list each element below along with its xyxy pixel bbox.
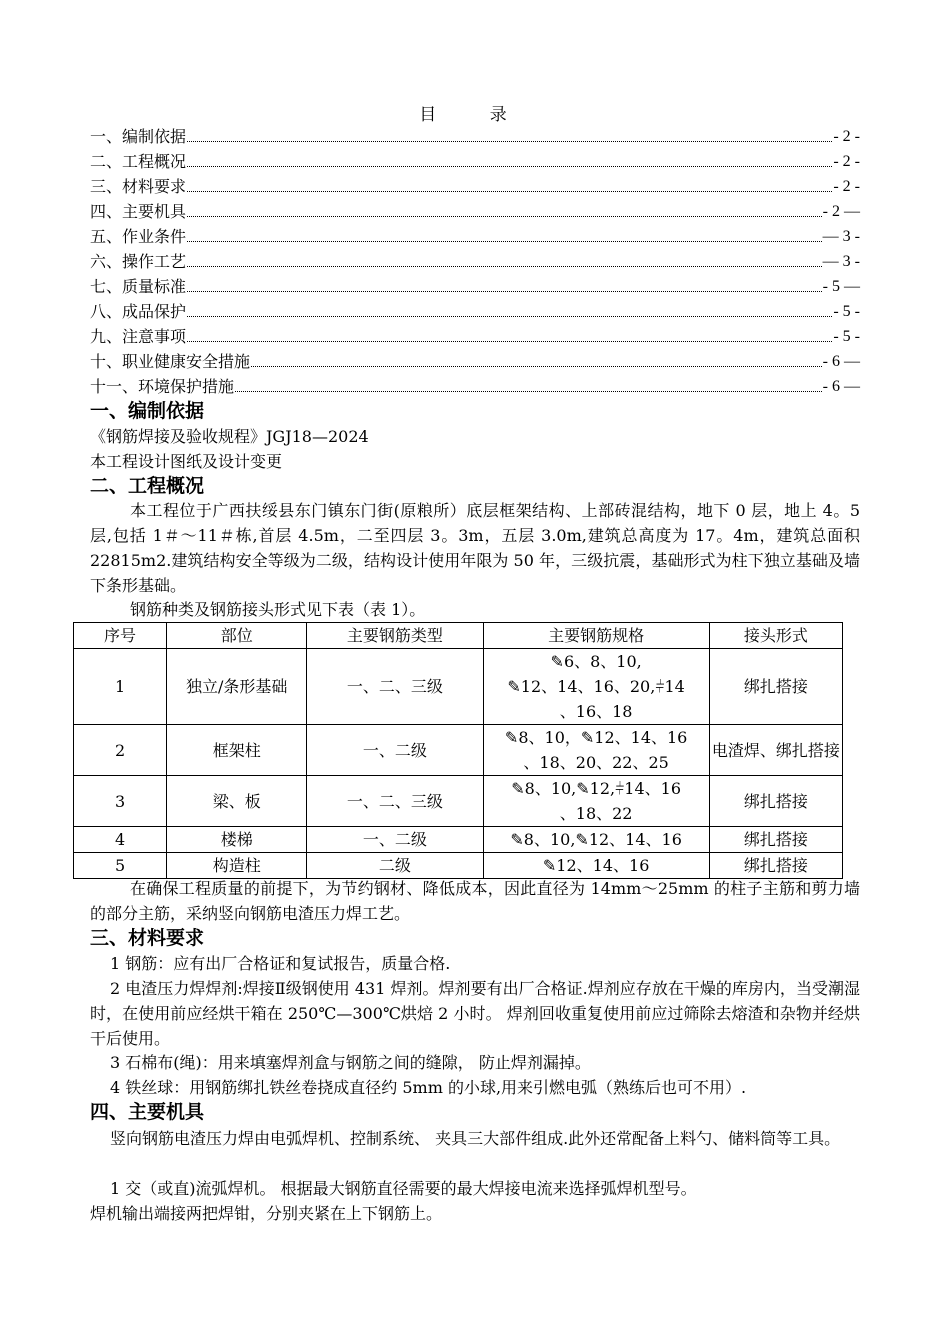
toc-label: 五、作业条件 — [90, 227, 187, 246]
table-header: 主要钢筋规格 — [483, 623, 709, 649]
cell-joint: 绑扎搭接 — [709, 776, 842, 827]
cell-part: 楼梯 — [167, 827, 307, 853]
toc-leader — [187, 216, 822, 217]
cell-joint: 绑扎搭接 — [709, 649, 842, 725]
spec-line: ✎12、14、16 — [542, 856, 650, 875]
toc-item[interactable] — [90, 174, 860, 199]
toc-label: 七、质量标准 — [90, 277, 187, 296]
toc-label: 二、工程概况 — [90, 152, 187, 171]
cell-joint: 绑扎搭接 — [709, 827, 842, 853]
toc-page: — 3 - — [822, 253, 860, 270]
process-paragraph: 在确保工程质量的前提下，为节约钢材、降低成本，因此直径为 14mm～25mm 的柱子主筋和剪力墙的部分主筋，采纳竖向钢筋电渣压力焊工艺。 — [90, 879, 860, 923]
toc-leader — [187, 241, 822, 242]
material-item: 1 钢筋：应有出厂合格证和复试报告，质量合格. — [110, 954, 451, 973]
reference-line: 《钢筋焊接及验收规程》JGJ18—2024 — [90, 427, 369, 446]
rebar-spec-table — [73, 622, 843, 879]
toc-item[interactable] — [90, 349, 860, 374]
toc-page: - 5 — — [822, 278, 860, 295]
spec-line: ✎8、10,✎12、14、16 — [510, 830, 682, 849]
section-heading: 三、材料要求 — [90, 927, 205, 949]
cell-type: 一、二、三级 — [307, 776, 483, 827]
toc-leader — [187, 166, 832, 167]
toc-label: 四、主要机具 — [90, 202, 187, 221]
material-item: 2 电渣压力焊焊剂:焊接Ⅱ级钢使用 431 焊剂。焊剂要有出厂合格证.焊剂应存放在干燥的库房内，当受潮湿时，在使用前应经烘干箱在 250℃—300℃烘焙 2 小时。 焊剂回收重复使用前应过筛除去熔渣和杂物并经烘干后使用。 — [90, 979, 860, 1048]
cell-type: 一、二、三级 — [307, 649, 483, 725]
toc-page: — 3 - — [822, 228, 860, 245]
toc-leader — [187, 266, 822, 267]
spec-line: ✎8、10,✎12,⫩14、16 — [511, 779, 682, 798]
cell-spec — [483, 776, 709, 827]
toc-label: 九、注意事项 — [90, 327, 187, 346]
table-header: 序号 — [74, 623, 167, 649]
toc-leader — [235, 391, 822, 392]
toc-label: 一、编制依据 — [90, 127, 187, 146]
table-row — [74, 725, 843, 776]
cell-no: 4 — [74, 827, 167, 853]
table-header: 接头形式 — [709, 623, 842, 649]
cell-part: 构造柱 — [167, 853, 307, 879]
table-row — [74, 853, 843, 879]
toc-item[interactable] — [90, 149, 860, 174]
cell-part: 梁、板 — [167, 776, 307, 827]
toc-label: 十一、环境保护措施 — [90, 377, 235, 396]
reference-line: 本工程设计图纸及设计变更 — [90, 452, 283, 471]
cell-spec — [483, 725, 709, 776]
cell-no: 3 — [74, 776, 167, 827]
spec-line: 、18、20、22、25 — [523, 753, 669, 772]
toc-page: - 5 - — [833, 303, 860, 320]
equipment-paragraph: 焊机输出端接两把焊钳，分别夹紧在上下钢筋上。 — [90, 1204, 443, 1223]
section-heading: 二、工程概况 — [90, 475, 205, 497]
section-heading: 一、编制依据 — [90, 400, 205, 422]
toc-item[interactable] — [90, 274, 860, 299]
spec-line: 、18、22 — [559, 804, 633, 823]
cell-joint: 电渣焊、绑扎搭接 — [709, 725, 842, 776]
toc-item[interactable] — [90, 224, 860, 249]
table-header-row — [74, 623, 843, 649]
toc-label: 八、成品保护 — [90, 302, 187, 321]
toc-leader — [187, 341, 832, 342]
cell-part: 框架柱 — [167, 725, 307, 776]
toc-label: 三、材料要求 — [90, 177, 187, 196]
toc-page: - 6 — — [822, 378, 860, 395]
toc-page: - 5 - — [833, 328, 860, 345]
toc-leader — [187, 191, 832, 192]
cell-type: 一、二级 — [307, 827, 483, 853]
cell-part: 独立/条形基础 — [167, 649, 307, 725]
table-caption: 钢筋种类及钢筋接头形式见下表（表 1）。 — [130, 600, 426, 619]
spec-line: 、16、18 — [559, 702, 633, 721]
cell-type: 一、二级 — [307, 725, 483, 776]
spec-line: ✎12、14、16、20,⫩14 — [507, 677, 685, 696]
table-header: 主要钢筋类型 — [307, 623, 483, 649]
toc-item[interactable] — [90, 199, 860, 224]
toc-label: 十、职业健康安全措施 — [90, 352, 251, 371]
section-heading: 四、主要机具 — [90, 1101, 205, 1123]
toc-item[interactable] — [90, 374, 860, 399]
cell-no: 2 — [74, 725, 167, 776]
equipment-item: 1 交（或直)流弧焊机。 根据最大钢筋直径需要的最大焊接电流来选择弧焊机型号。 — [110, 1179, 697, 1198]
toc-leader — [187, 316, 832, 317]
cell-spec — [483, 827, 709, 853]
toc-item[interactable] — [90, 299, 860, 324]
spec-line: ✎6、8、10, — [550, 652, 642, 671]
toc-leader — [187, 141, 832, 142]
toc-item[interactable] — [90, 324, 860, 349]
toc-page: - 2 - — [833, 128, 860, 145]
spec-line: ✎8、10，✎12、14、16 — [504, 728, 688, 747]
table-row — [74, 776, 843, 827]
material-item: 3 石棉布(绳)：用来填塞焊剂盒与钢筋之间的缝隙， 防止焊剂漏掉。 — [110, 1053, 591, 1072]
cell-no: 1 — [74, 649, 167, 725]
table-row — [74, 649, 843, 725]
toc-page: - 6 — — [822, 353, 860, 370]
equipment-paragraph: 竖向钢筋电渣压力焊由电弧焊机、控制系统、 夹具三大部件组成.此外还常配备上料勺、储料筒等工具。 — [110, 1129, 841, 1148]
toc-leader — [187, 291, 822, 292]
cell-spec — [483, 649, 709, 725]
cell-type: 二级 — [307, 853, 483, 879]
table-header: 部位 — [167, 623, 307, 649]
toc-title: 目 录 — [419, 105, 531, 125]
overview-paragraph: 本工程位于广西扶绥县东门镇东门街(原粮所）底层框架结构、上部砖混结构，地下 0 层，地上 4。5 层,包括 1＃～11＃栋,首层 4.5m，二至四层 3。3m，五层 3.0m,建筑总高度为 17。4m，建筑总面积 22815m2.建筑结构安全等级为二级，结构设计使用年限为 50 年，三级抗震，基础形式为柱下独立基础及墙下条形基础。 — [90, 501, 860, 595]
cell-spec — [483, 853, 709, 879]
toc-leader — [251, 366, 822, 367]
toc-page: - 2 — — [822, 203, 860, 220]
toc-page: - 2 - — [833, 153, 860, 170]
cell-joint: 绑扎搭接 — [709, 853, 842, 879]
toc-page: - 2 - — [833, 178, 860, 195]
table-of-contents — [90, 124, 860, 399]
cell-no: 5 — [74, 853, 167, 879]
table-row — [74, 827, 843, 853]
toc-item[interactable] — [90, 249, 860, 274]
toc-item[interactable] — [90, 124, 860, 149]
toc-label: 六、操作工艺 — [90, 252, 187, 271]
material-item: 4 铁丝球：用钢筋绑扎铁丝卷挠成直径约 5mm 的小球,用来引燃电弧（熟练后也可不用）. — [110, 1078, 747, 1097]
